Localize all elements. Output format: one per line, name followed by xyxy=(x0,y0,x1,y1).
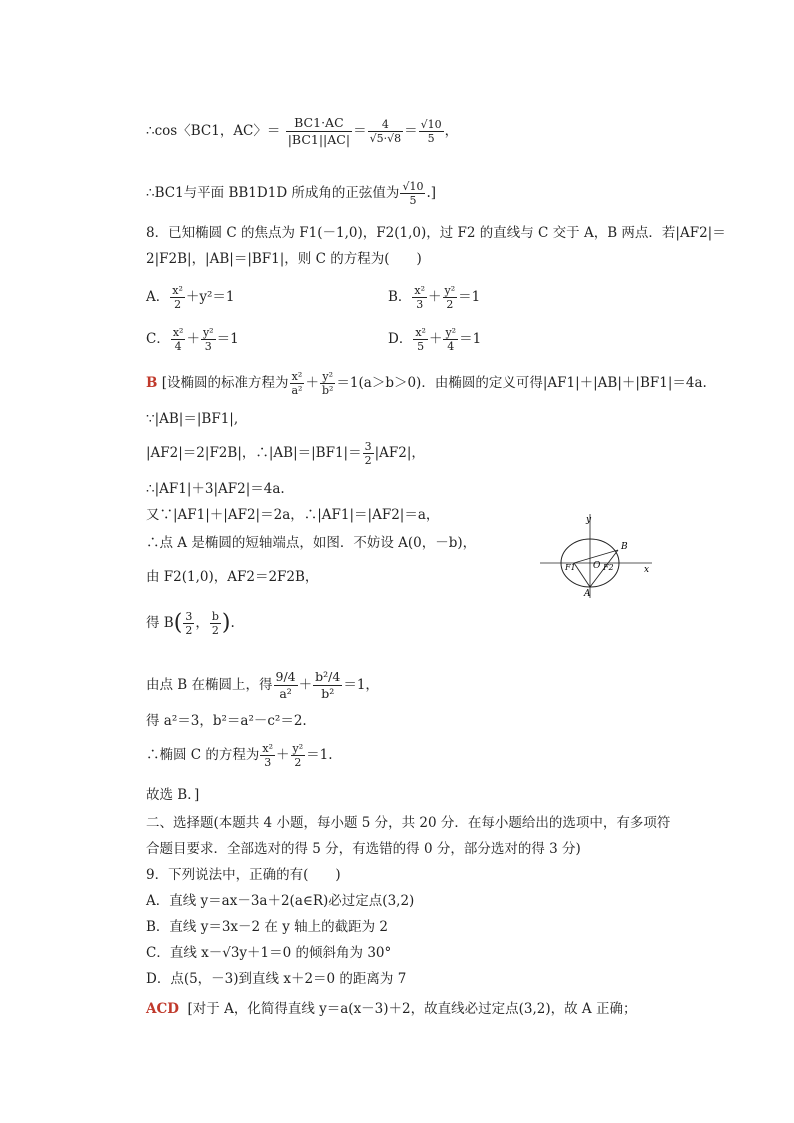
fraction xyxy=(170,284,185,311)
q9-option-c[interactable]: C．直线 x－√3y＋1＝0 的倾斜角为 30° xyxy=(146,945,392,961)
q8-option-d[interactable] xyxy=(388,322,481,356)
q8-stem-line2: 2|F2B|，|AB|＝|BF1|，则 C 的方程为( ) xyxy=(146,251,422,267)
fraction xyxy=(443,284,458,311)
text: 得 B xyxy=(146,615,174,631)
fraction xyxy=(260,742,275,769)
sol8-line12: 故选 B．] xyxy=(146,787,200,803)
sol8-line8 xyxy=(146,606,235,641)
section2-line1: 二、选择题(本题共 4 小题，每小题 5 分，共 20 分．在每小题给出的选项中，有多项符 xyxy=(146,815,671,831)
comma: ， xyxy=(444,123,459,139)
numerator: b²/4 xyxy=(315,669,341,684)
label-a: A xyxy=(584,589,591,599)
denominator: 3 xyxy=(204,340,212,353)
fraction xyxy=(313,669,342,702)
plus: ＋ xyxy=(276,747,290,763)
cos-numerator: BC1·AC xyxy=(286,115,352,132)
label-x: x xyxy=(644,565,650,575)
text: ＝1， xyxy=(343,677,379,693)
label-f2: F2 xyxy=(603,563,614,572)
denominator: 2 xyxy=(294,756,302,769)
numerator: 3 xyxy=(364,440,372,453)
sol8-line1 xyxy=(146,366,707,400)
denominator: 4 xyxy=(447,340,455,353)
denominator: 2 xyxy=(446,298,454,311)
bracket-close: .] xyxy=(426,185,437,201)
fraction xyxy=(183,610,194,637)
sol8-line7: 由 F2(1,0)，AF2＝2F2B， xyxy=(146,569,319,585)
numerator: x² xyxy=(172,326,184,339)
q9-option-d[interactable]: D．点(5，－3)到直线 x＋2＝0 的距离为 7 xyxy=(146,971,407,987)
sol8-line4: ∴|AF1|＋3|AF2|＝4a. xyxy=(146,481,285,497)
numerator: y² xyxy=(202,326,214,339)
label-y: y xyxy=(586,515,592,525)
denominator: 3 xyxy=(416,298,424,311)
denominator: b² xyxy=(321,384,334,397)
option-label: B． xyxy=(388,289,412,305)
sol8-line11 xyxy=(146,738,333,772)
numerator: y² xyxy=(320,370,335,384)
ellipse-figure xyxy=(540,510,660,600)
denominator: b² xyxy=(321,686,335,701)
answer-badge: B xyxy=(146,375,158,391)
plus: ＋ xyxy=(428,289,442,305)
text: . xyxy=(230,615,235,631)
numerator: y² xyxy=(445,326,457,339)
q8-option-b[interactable] xyxy=(388,280,480,314)
numerator: y² xyxy=(292,742,304,755)
text: |AF2|＝2|F2B|，∴|AB|＝|BF1|＝ xyxy=(146,445,362,461)
cos-prefix: ∴cos〈 xyxy=(146,123,191,139)
denominator: 2 xyxy=(364,454,372,467)
q8-stem-line1: 8．已知椭圆 C 的焦点为 F1(－1,0)，F2(1,0)，过 F2 的直线与 C 交于 A，B 两点．若|AF2|＝ xyxy=(146,225,726,241)
fraction xyxy=(210,610,221,637)
numerator: y² xyxy=(444,284,456,297)
text: ＝1. xyxy=(306,747,333,763)
numerator: 4 xyxy=(368,118,404,132)
option-rest: ＝1 xyxy=(459,331,482,347)
fraction xyxy=(412,284,427,311)
line-f1a xyxy=(574,563,590,587)
q9-option-b[interactable]: B．直线 y＝3x－2 在 y 轴上的截距为 2 xyxy=(146,919,389,935)
plus: ＋ xyxy=(428,331,443,347)
label-f1: F1 xyxy=(565,563,576,572)
denominator: 2 xyxy=(185,624,193,637)
denominator: √5·√8 xyxy=(369,132,402,145)
paren-open: ( xyxy=(173,610,183,636)
option-label: D． xyxy=(388,331,413,347)
fraction xyxy=(443,326,458,353)
q9-solution xyxy=(146,1000,636,1018)
vector-ac: AC xyxy=(233,123,254,139)
text: ∴椭圆 C 的方程为 xyxy=(146,747,260,763)
denominator: a² xyxy=(291,384,303,397)
fraction xyxy=(413,326,428,353)
option-rest: ＝1 xyxy=(216,331,239,347)
fraction xyxy=(290,370,305,397)
cos-denominator: |BC1||AC| xyxy=(287,132,351,147)
sine-value-line xyxy=(146,176,436,210)
q9-stem: 9．下列说法中，正确的有( ) xyxy=(146,867,341,883)
equals: ＝ xyxy=(353,123,367,139)
fraction xyxy=(171,326,186,353)
fraction xyxy=(274,669,298,702)
plus: ＋ xyxy=(305,375,319,391)
fraction-4 xyxy=(368,118,404,145)
cos-fraction xyxy=(286,115,352,148)
comma: ， xyxy=(195,615,209,631)
option-rest: ＋y²＝1 xyxy=(185,289,235,305)
denominator: 5 xyxy=(409,194,417,207)
denominator: 5 xyxy=(417,340,425,353)
sol8-line10: 得 a²＝3，b²＝a²－c²＝2. xyxy=(146,713,307,729)
fraction-sqrt10 xyxy=(400,180,425,207)
fraction xyxy=(363,440,374,467)
vector-bc1: BC1 xyxy=(190,123,220,139)
fraction xyxy=(201,326,216,353)
denominator: 3 xyxy=(264,756,272,769)
text: |AF2|， xyxy=(374,445,425,461)
sol8-line3 xyxy=(146,436,425,470)
q8-option-c[interactable] xyxy=(146,322,239,356)
denominator: a² xyxy=(279,686,292,701)
fraction-sqrt10 xyxy=(419,118,444,145)
q8-option-a[interactable] xyxy=(146,280,235,314)
denominator: 4 xyxy=(174,340,182,353)
numerator: √10 xyxy=(402,180,424,193)
paren-close: ) xyxy=(221,610,231,636)
sol8-line9 xyxy=(146,650,379,720)
option-label: A． xyxy=(146,289,170,305)
fraction xyxy=(291,742,306,769)
solution-text: [对于 A，化简得直线 y＝a(x－3)＋2，故直线必过定点(3,2)，故 A 正确； xyxy=(187,1001,637,1017)
sol8-line6: ∴点 A 是椭圆的短轴端点，如图．不妨设 A(0，－b)， xyxy=(146,535,477,551)
numerator: 3 xyxy=(185,610,193,623)
text: [设椭圆的标准方程为 xyxy=(161,375,289,391)
equals: ＝ xyxy=(404,123,418,139)
label-o: O xyxy=(593,561,601,571)
text: 由点 B 在椭圆上，得 xyxy=(146,677,273,693)
numerator: x² xyxy=(290,370,305,384)
label-b: B xyxy=(621,542,628,552)
sine-text: ∴BC1与平面 BB1D1D 所成角的正弦值为 xyxy=(146,185,400,201)
numerator: x² xyxy=(172,284,183,297)
numerator: 9/4 xyxy=(275,669,296,684)
plus: ＋ xyxy=(298,677,313,693)
numerator: x² xyxy=(414,284,426,297)
sol8-line2: ∵|AB|＝|BF1|, xyxy=(146,411,239,427)
comma: ， xyxy=(219,123,234,139)
answer-badge: ACD xyxy=(146,1001,179,1017)
angle-close: 〉＝ xyxy=(253,123,281,139)
numerator: x² xyxy=(262,742,274,755)
fraction xyxy=(320,370,335,397)
numerator: √10 xyxy=(420,118,442,131)
option-label: C． xyxy=(146,331,170,347)
denominator: 2 xyxy=(174,298,182,311)
cos-formula-line xyxy=(146,108,458,154)
sol8-line5: 又∵|AF1|＋|AF2|＝2a，∴|AF1|＝|AF2|＝a， xyxy=(146,507,440,523)
section2-line2: 合题目要求．全部选对的得 5 分，有选错的得 0 分，部分选对的得 3 分) xyxy=(146,841,581,857)
denominator: 2 xyxy=(211,624,219,637)
numerator: x² xyxy=(415,326,426,339)
option-rest: ＝1 xyxy=(458,289,481,305)
text: ＝1(a＞b＞0)．由椭圆的定义可得|AF1|＋|AB|＋|BF1|＝4a. xyxy=(336,375,707,391)
numerator: b xyxy=(211,610,219,623)
denominator: 5 xyxy=(427,132,435,145)
q9-option-a[interactable]: A．直线 y＝ax－3a＋2(a∈R)必过定点(3,2) xyxy=(146,893,415,909)
plus: ＋ xyxy=(186,331,200,347)
